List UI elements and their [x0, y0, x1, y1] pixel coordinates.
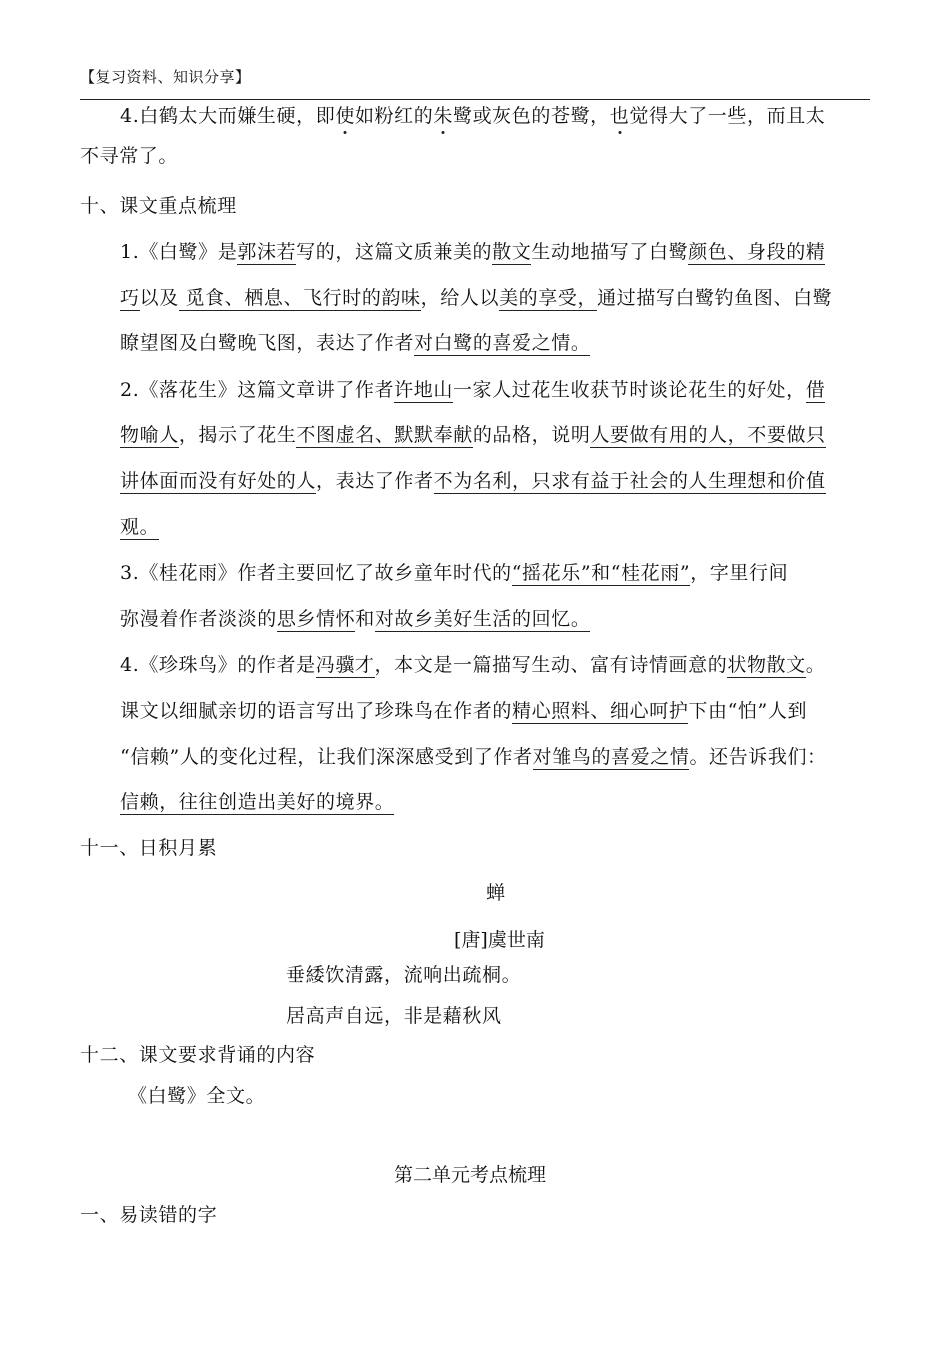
underlined-key-phrase: 散文 [492, 241, 532, 263]
text-fragment: ，表达了作者 [316, 470, 434, 492]
text-fragment: 。 [805, 654, 826, 676]
poem-line2: 居高声自远，非是藉秋风 [286, 1005, 502, 1027]
underlined-key-phrase: “摇花乐”和“桂花雨” [511, 562, 691, 584]
p1-line1 [120, 240, 825, 264]
underlined-key-phrase: 颜色、身段的精 [688, 241, 826, 263]
text-fragment: 下由“怕”人到 [688, 700, 808, 722]
underlined-key-phrase: 讲体面而没有好处的人 [120, 470, 317, 492]
text-fragment: ，字里行间 [690, 562, 789, 584]
underlined-key-phrase: 观。 [120, 516, 160, 538]
p1-line2 [120, 286, 832, 310]
p3-line2 [120, 607, 590, 631]
p4-line1 [120, 653, 825, 677]
text-fragment: 4.《珍珠鸟》的作者是 [120, 654, 316, 676]
text-fragment: 以及 [139, 287, 179, 309]
section-12-content: 《白鹭》全文。 [128, 1085, 266, 1107]
text-fragment: ，揭示了花生 [178, 424, 297, 446]
underlined-key-phrase: 对故乡美好生活的回忆。 [374, 608, 591, 630]
text-fragment: 写的，这篇文质兼美的 [296, 241, 493, 263]
text-fragment: 的品格，说明 [472, 424, 591, 446]
section-12-title: 十二、课文要求背诵的内容 [80, 1044, 316, 1066]
text-fragment: ，给人以 [420, 287, 500, 309]
text-fragment: 一家人过花生收获节时谈论花生的好处， [452, 379, 806, 401]
underlined-key-phrase: 冯骥才 [315, 654, 375, 676]
underlined-key-phrase: 不图虚名、默默奉献 [296, 424, 473, 446]
text-fragment: ，本文是一篇描写生动、富有诗情画意的 [374, 654, 728, 676]
underlined-key-phrase: 精心照料、细心呵护 [512, 700, 689, 722]
underlined-key-phrase: 觅食、栖息、飞行时的韵味 [178, 287, 421, 309]
text-fragment: 1.《白鹭》是 [120, 241, 238, 263]
underlined-key-phrase: 物喻人 [120, 424, 179, 446]
underlined-key-phrase: 郭沫若 [237, 241, 297, 263]
underlined-key-phrase: 状物散文 [727, 654, 806, 676]
text-fragment: 和 [355, 608, 375, 630]
p4-line2 [120, 699, 807, 723]
text-fragment: 弥漫着作者淡淡的 [120, 608, 277, 630]
p4-line3 [120, 745, 827, 769]
text-fragment: “信赖”人的变化过程，让我们深深感受到了作者 [120, 746, 533, 768]
header-rule [80, 99, 870, 100]
text-fragment: 。还告诉我们： [689, 746, 827, 768]
poem-title: 蝉 [486, 882, 506, 904]
text-fragment: 使 [335, 105, 355, 127]
text-fragment: 3.《桂花雨》作者主要回忆了故乡童年时代的 [120, 562, 512, 584]
p4-line4 [120, 790, 394, 814]
p1-line3 [120, 331, 590, 355]
text-fragment: 2.《落花生》这篇文章讲了作者 [120, 379, 395, 401]
underlined-key-phrase: 对白鹭的喜爱之情。 [414, 332, 591, 354]
section-11-title: 十一、日积月累 [80, 837, 218, 859]
unit2-section1-title: 一、易读错的字 [80, 1204, 218, 1226]
text-fragment: 生动地描写了白鹭 [531, 241, 689, 263]
underlined-key-phrase: 美的享受， [499, 287, 598, 309]
underlined-key-phrase: 思乡情怀 [276, 608, 356, 630]
section-10-title: 十、课文重点梳理 [80, 195, 237, 217]
text-fragment: 也 [609, 105, 630, 127]
underlined-key-phrase: 信赖，往往创造出美好的境界。 [120, 791, 395, 813]
p2-line4 [120, 515, 159, 539]
text-fragment: 课文以细腻亲切的语言写出了珍珠鸟在作者的 [120, 700, 513, 722]
underlined-key-phrase: 对雏鸟的喜爱之情 [532, 746, 690, 768]
item4-line1 [120, 104, 825, 128]
p2-line2 [120, 423, 826, 447]
text-fragment: 朱 [433, 105, 453, 127]
poem-author: [唐]虞世南 [454, 929, 545, 951]
text-fragment: 通过描写白鹭钓鱼图、白鹭 [597, 287, 833, 309]
underlined-key-phrase: 巧 [120, 287, 140, 309]
p3-line1 [120, 561, 788, 585]
page-header: 【复习资料、知识分享】 [80, 68, 251, 86]
text-fragment: 觉得大了一些，而且太 [629, 105, 826, 127]
text-fragment: 4.白鹤太大而嫌生硬，即 [120, 105, 336, 127]
underlined-key-phrase: 借 [805, 379, 826, 401]
text-fragment: 如粉红的 [354, 105, 434, 127]
poem-line1: 垂緌饮清露，流响出疏桐。 [286, 964, 522, 986]
text-fragment: 鹭或灰色的苍鹭， [452, 105, 610, 127]
item4-line2: 不寻常了。 [80, 145, 179, 167]
text-fragment: 瞭望图及白鹭晚飞图，表达了作者 [120, 332, 415, 354]
unit2-title: 第二单元考点梳理 [394, 1164, 547, 1186]
p2-line1 [120, 378, 825, 402]
underlined-key-phrase: 不为名利，只求有益于社会的人生理想和价值 [433, 470, 826, 492]
underlined-key-phrase: 人要做有用的人，不要做只 [590, 424, 826, 446]
p2-line3 [120, 469, 826, 493]
underlined-key-phrase: 许地山 [394, 379, 453, 401]
